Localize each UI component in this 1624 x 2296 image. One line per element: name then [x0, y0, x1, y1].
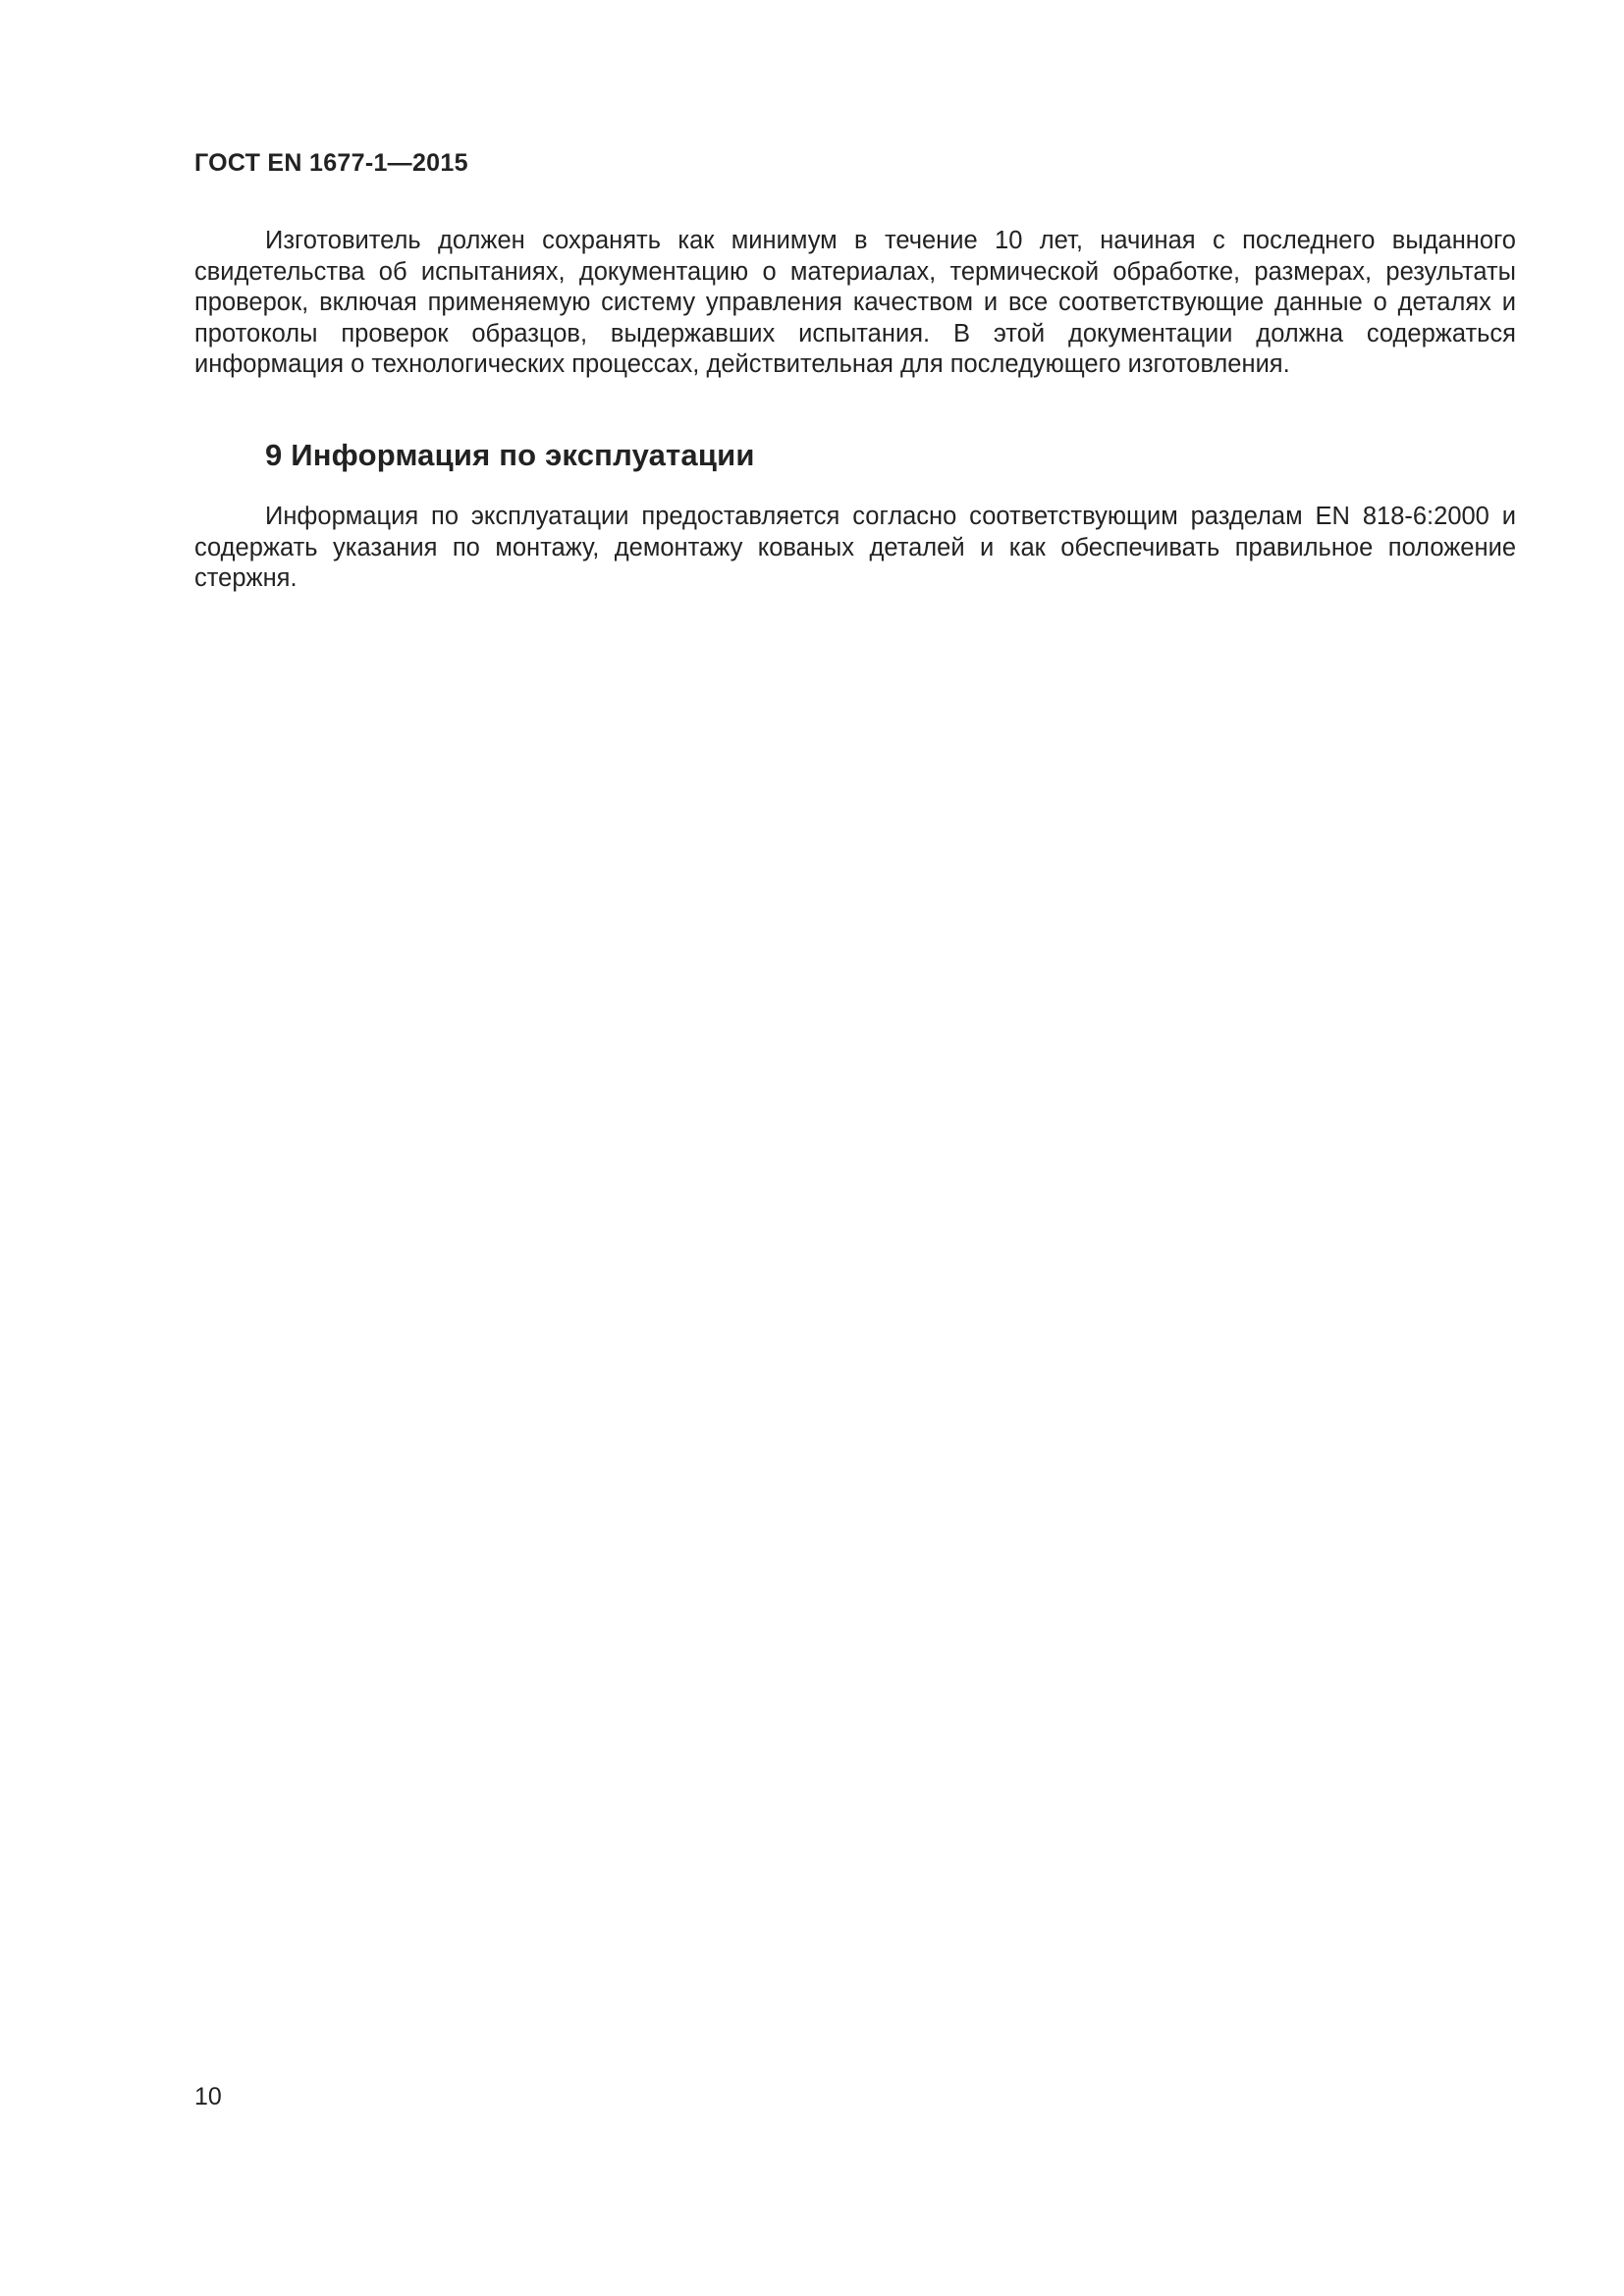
document-header-id: ГОСТ EN 1677-1—2015	[194, 149, 468, 177]
section-title-operation-info: 9 Информация по эксплуатации	[265, 438, 755, 472]
body-paragraph-operation-info: Информация по эксплуатации предоставляется согласно соответствующим разделам EN 818-6:2000 и содержать указания по монтажу, демонтажу кованых деталей и как обеспечивать правильное положение стержня.	[194, 503, 1516, 592]
page-number: 10	[194, 2083, 222, 2110]
body-paragraph-documentation: Изготовитель должен сохранять как минимум в течение 10 лет, начиная с последнего выданного свидетельства об испытаниях, документацию о материалах, термической обработке, размерах, результаты проверок, включая применяемую систему управления качеством и все соответствующие данные о деталях и протоколы проверок образцов, выдержавших испытания. В этой документации должна содержаться информация о технологических процессах, действительная для последующего изготовления.	[194, 227, 1516, 378]
